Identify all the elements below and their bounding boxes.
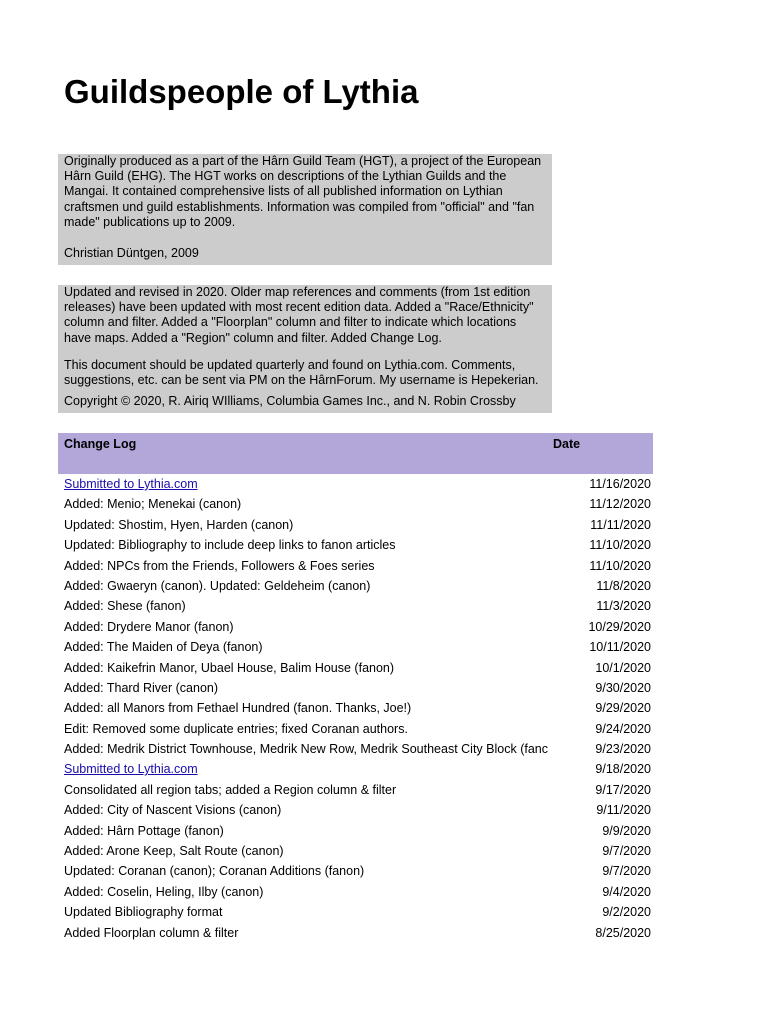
change-log-row: [58, 617, 653, 637]
change-log-date: 9/18/2020: [595, 762, 651, 777]
change-log-date: 11/3/2020: [596, 599, 651, 614]
change-log-date: 10/1/2020: [595, 660, 651, 675]
change-log-date: 11/8/2020: [596, 578, 651, 593]
change-log-description: Added: Menio; Menekai (canon): [64, 497, 242, 512]
change-log-description: Added: Medrik District Townhouse, Medrik New Row, Medrik Southeast City Block (fanc: [64, 742, 548, 757]
change-log-date: 9/24/2020: [595, 721, 651, 736]
change-log-row: [58, 739, 653, 759]
change-log-row: [58, 698, 653, 718]
change-log-description: Added Floorplan column & filter: [64, 925, 239, 940]
change-log-row: [58, 902, 653, 922]
change-log-description: Consolidated all region tabs; added a Region column & filter: [64, 782, 397, 797]
change-log-date: 9/30/2020: [595, 680, 651, 695]
change-log-row: [58, 474, 653, 494]
change-log-description: Updated: Shostim, Hyen, Harden (canon): [64, 517, 294, 532]
change-log-link[interactable]: Submitted to Lythia.com: [64, 477, 198, 491]
change-log-date: 9/23/2020: [595, 742, 651, 757]
date-column-header: Date: [553, 437, 581, 451]
intro-signature: Christian Düntgen, 2009: [64, 246, 199, 261]
intro-box: [58, 154, 552, 265]
change-log-description: Added: all Manors from Fethael Hundred (fanon. Thanks, Joe!): [64, 701, 412, 716]
change-log-row: [58, 719, 653, 739]
change-log-row: [58, 596, 653, 616]
change-log-row: [58, 576, 653, 596]
change-log-row: [58, 780, 653, 800]
change-log-row: [58, 535, 653, 555]
change-log-date: 10/11/2020: [589, 640, 651, 655]
change-log-date: 11/16/2020: [589, 477, 651, 491]
change-log-date: 8/25/2020: [595, 925, 651, 940]
change-log-description: Added: Drydere Manor (fanon): [64, 619, 234, 634]
change-log-row: [58, 494, 653, 514]
change-log-date: 9/7/2020: [602, 864, 651, 879]
change-log-date: 11/10/2020: [589, 538, 651, 553]
change-log-description: Added: Gwaeryn (canon). Updated: Geldeheim (canon): [64, 578, 371, 593]
change-log-row: [58, 556, 653, 576]
update-box: [58, 285, 552, 413]
change-log-description: Updated Bibliography format: [64, 905, 223, 920]
change-log-row: [58, 759, 653, 779]
change-log-date: 9/7/2020: [602, 844, 651, 859]
change-log-date: 11/10/2020: [589, 558, 651, 573]
change-log-row: [58, 515, 653, 535]
change-log-row: [58, 923, 653, 943]
change-log-description: Added: Thard River (canon): [64, 680, 219, 695]
change-log-date: 9/2/2020: [602, 905, 651, 920]
page-title: Guildspeople of Lythia: [64, 73, 419, 110]
change-log-description: Added: Coselin, Heling, Ilby (canon): [64, 884, 264, 899]
change-log-row: [58, 821, 653, 841]
change-log-description: Added: Arone Keep, Salt Route (canon): [64, 844, 284, 859]
intro-paragraph: Originally produced as a part of the Hârn Guild Team (HGT), a project of the European Hârn Guild (EHG). The HGT works on descriptions of the Lythian Guilds and the Mangai. It contained comprehensive lists of all published information on Lythian craftsmen und guild establishments. Information was compiled from "official" and "fan made" publications up to 2009.: [64, 154, 542, 229]
change-log-description: Updated: Coranan (canon); Coranan Additions (fanon): [64, 864, 365, 879]
change-log-date: 11/11/2020: [590, 517, 651, 532]
change-log-row: [58, 637, 653, 657]
update-paragraph-1: Updated and revised in 2020. Older map references and comments (from 1st edition releases) have been updated with most recent edition data. Added a "Race/Ethnicity" column and filter. Added a "Floorplan" column and filter to indicate which locations have maps. Added a "Region" column and filter. Added Change Log.: [64, 285, 534, 345]
change-log-header: [58, 433, 653, 474]
change-log-date: 9/4/2020: [602, 884, 651, 899]
change-log-description: Updated: Bibliography to include deep links to fanon articles: [64, 538, 396, 553]
change-log-description: Added: The Maiden of Deya (fanon): [64, 640, 263, 655]
copyright-notice: Copyright © 2020, R. Airiq WIlliams, Columbia Games Inc., and N. Robin Crossby: [64, 394, 516, 409]
change-log-description: Added: Hârn Pottage (fanon): [64, 823, 224, 838]
change-log-date: 9/11/2020: [596, 803, 651, 818]
change-log-description: Added: Shese (fanon): [64, 599, 186, 614]
change-log-description: Added: Kaikefrin Manor, Ubael House, Balim House (fanon): [64, 660, 395, 675]
change-log-row: [58, 861, 653, 881]
change-log-row: [58, 678, 653, 698]
update-paragraph-2: This document should be updated quarterly and found on Lythia.com. Comments, suggestions, etc. can be sent via PM on the HârnForum. My username is Hepekerian.: [64, 357, 539, 388]
change-log-list: [58, 474, 653, 943]
change-log-row: [58, 800, 653, 820]
change-log-date: 11/12/2020: [589, 497, 651, 512]
change-log-row: [58, 882, 653, 902]
change-log-description: Edit: Removed some duplicate entries; fixed Coranan authors.: [64, 721, 408, 736]
change-log-date: 9/9/2020: [602, 823, 651, 838]
change-log-date: 9/29/2020: [595, 701, 651, 716]
change-log-column-header: Change Log: [64, 437, 137, 451]
change-log-row: [58, 841, 653, 861]
change-log-date: 9/17/2020: [595, 782, 651, 797]
change-log-link[interactable]: Submitted to Lythia.com: [64, 762, 198, 777]
change-log-date: 10/29/2020: [588, 619, 651, 634]
change-log-row: [58, 658, 653, 678]
change-log-description: Added: City of Nascent Visions (canon): [64, 803, 282, 818]
change-log-description: Added: NPCs from the Friends, Followers & Foes series: [64, 558, 375, 573]
